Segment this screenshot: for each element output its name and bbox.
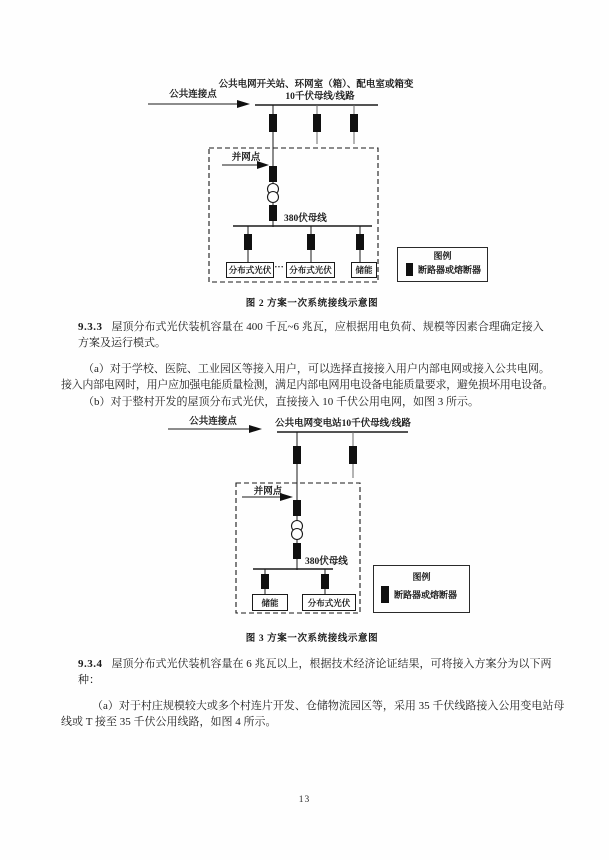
f3-breaker-icon [261, 574, 269, 589]
f3-breaker-icon [321, 574, 329, 589]
f3-transformer-icon [292, 529, 303, 540]
f2-transformer-icon [268, 192, 279, 203]
f3-breaker-icon [293, 500, 301, 516]
figure2-caption: 图 2 方案一次系统接线示意图 [245, 299, 379, 309]
f2-breaker-icon [356, 234, 364, 250]
f2-legend-item-label: 断路器或熔断器 [418, 265, 482, 275]
f2-breaker-icon [307, 234, 315, 250]
f3-lv-bus-label: 380伏母线 [305, 557, 348, 567]
f3-breaker-icon [293, 543, 301, 559]
page-number: 13 [298, 795, 311, 805]
f2-pcc-label: 公共连接点 [169, 90, 217, 100]
f2-ellipsis: ··· [274, 263, 284, 273]
f3-legend-breaker-icon [381, 586, 389, 603]
f2-breaker-icon [244, 234, 252, 250]
f2-storage-box: 储能 [351, 262, 377, 278]
f2-header-line2: 10千伏母线/线路 [285, 92, 355, 102]
f3-pcc-arrowhead-icon [249, 425, 262, 433]
paragraph-a2: （a）对于村庄规模较大或多个村连片开发、仓储物流园区等，采用 35 千伏线路接入公用变电站母 线或 T 接至 35 千伏公用线路，如图 4 所示。 [61, 700, 565, 728]
f2-poi-label: 并网点 [231, 153, 261, 163]
f2-legend-breaker-icon [406, 263, 413, 276]
f3-storage-box: 储能 [252, 594, 288, 611]
f2-breaker-icon [269, 114, 277, 132]
clause-number: 9.3.4 [78, 658, 103, 670]
paragraph-a1: （a）对于学校、医院、工业园区等接入用户，可以选择直接接入用户内部电网或接入公共电网。 接入内部电网时，用户应加强电能质量检测，满足内部电网用电设备电能质量要求，避免损坏用电设备。 [61, 363, 554, 391]
f2-breaker-icon [313, 114, 321, 132]
f2-lv-bus-label: 380伏母线 [284, 214, 327, 224]
f3-pv-box: 分布式光伏 [302, 594, 356, 611]
paragraph-b1: （b）对于整村开发的屋顶分布式光伏，直接接入 10 千伏公用电网，如图 3 所示。 [83, 396, 479, 408]
f3-breaker-icon [293, 446, 301, 464]
f3-legend [373, 565, 470, 613]
f3-legend-title: 图例 [412, 572, 431, 582]
f3-poi-label: 并网点 [253, 487, 283, 497]
f2-pv2-box: 分布式光伏 [286, 262, 335, 278]
f3-legend-item-label: 断路器或熔断器 [394, 590, 458, 600]
f3-breaker-icon [349, 446, 357, 464]
f2-breaker-icon [269, 166, 277, 182]
f2-breaker-icon [269, 205, 277, 221]
clause-9-3-3: 9.3.3 屋顶分布式光伏装机容量在 400 千瓦~6 兆瓦，应根据用电负荷、规模等因素合理确定接入 方案及运行模式。 [78, 321, 544, 349]
f3-pcc-label: 公共连接点 [189, 417, 237, 427]
f2-pcc-arrowhead-icon [237, 100, 250, 108]
f2-legend [397, 247, 488, 282]
figure3-caption: 图 3 方案一次系统接线示意图 [245, 634, 379, 644]
f3-header: 公共电网变电站10千伏母线/线路 [275, 419, 411, 429]
f2-breaker-icon [350, 114, 358, 132]
clause-number: 9.3.3 [78, 321, 103, 333]
f2-pv1-box: 分布式光伏 [226, 262, 274, 278]
f2-header-line1: 公共电网开关站、环网室（箱）、配电室或箱变 [218, 80, 414, 90]
clause-9-3-4: 9.3.4 屋顶分布式光伏装机容量在 6 兆瓦以上，根据技术经济论证结果，可将接入方案分为以下两 种： [78, 658, 552, 686]
f2-legend-title: 图例 [433, 251, 452, 261]
